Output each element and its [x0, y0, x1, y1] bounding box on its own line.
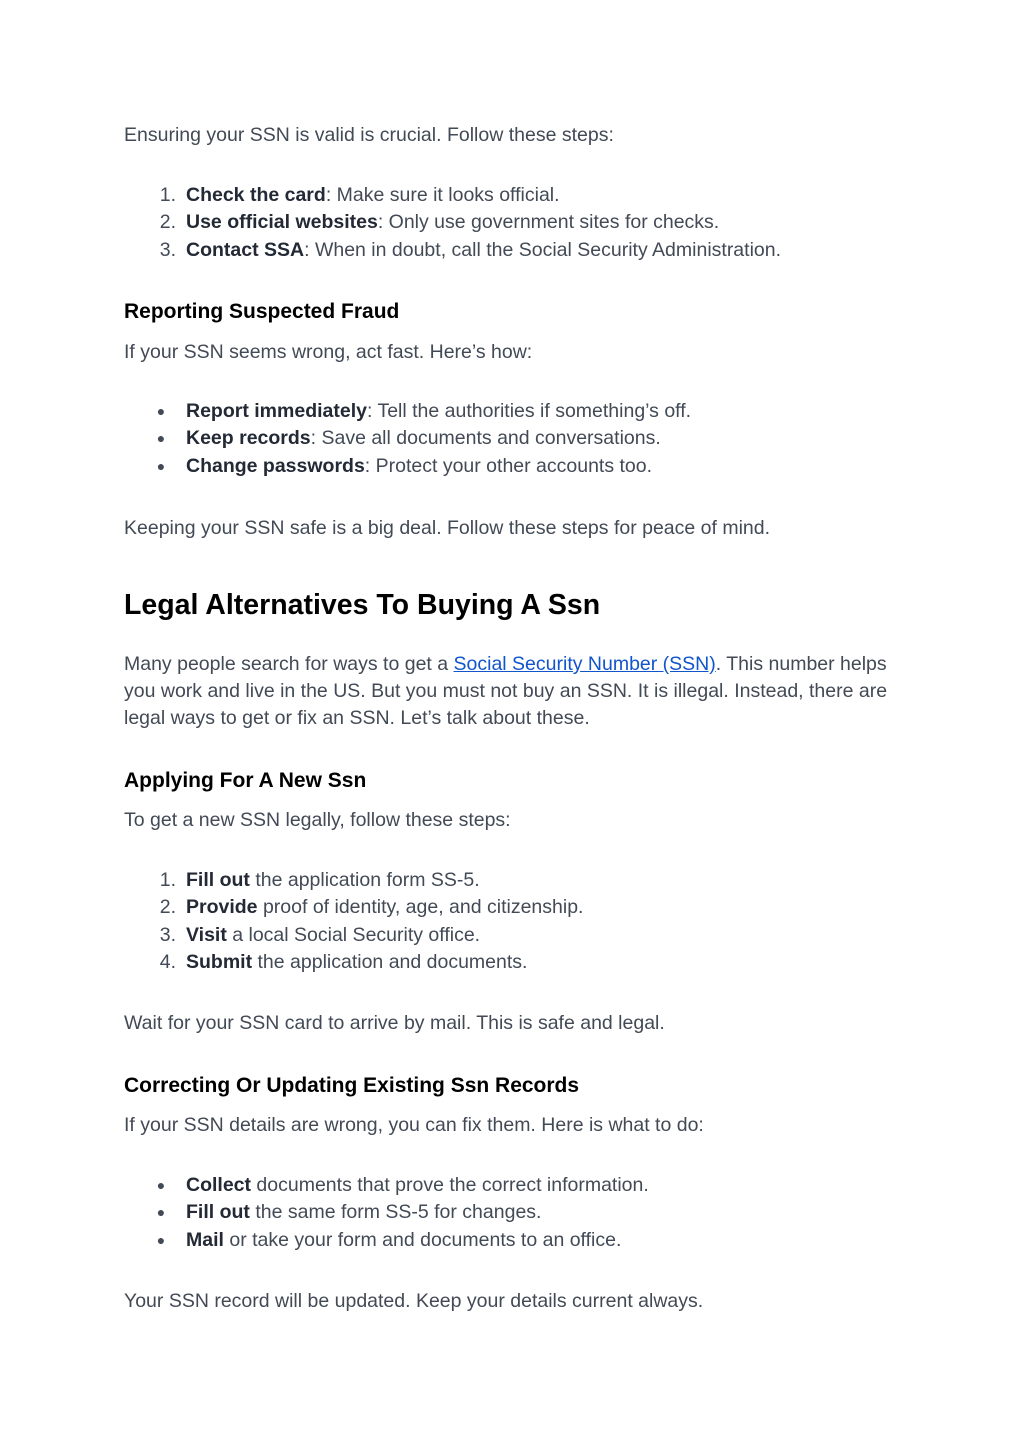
bullet-icon: ● [156, 457, 166, 474]
step-keyword: Check the card [186, 184, 326, 206]
list-item [124, 453, 914, 480]
item-keyword: Change passwords [186, 454, 365, 477]
item-text: or take your form and documents to an office. [223, 1228, 622, 1251]
correct-closing: Your SSN record will be updated. Keep your details current always. [124, 1290, 704, 1312]
list-item [124, 182, 914, 209]
step-keyword: Fill out [186, 869, 250, 891]
correct-heading: Correcting Or Updating Existing Ssn Records [124, 1074, 580, 1097]
item-keyword: Report immediately [186, 400, 367, 422]
list-number: 3. [159, 923, 176, 946]
legal-intro-text-cont: . This number helps you work and live in the US. But you must not buy an SSN. It is illegal. Instead, there are legal ways to get or fix an SSN. Let’s talk about these. [124, 653, 888, 729]
list-number: 1. [159, 184, 176, 206]
legal-alternatives-heading: Legal Alternatives To Buying A Ssn [124, 589, 601, 621]
step-text: : When in doubt, call the Social Security Administration. [304, 238, 782, 261]
list-item [124, 1199, 914, 1226]
list-item [124, 1172, 914, 1199]
legal-intro-text: Many people search for ways to get a [124, 653, 454, 675]
bullet-icon: ● [156, 1204, 166, 1221]
item-keyword: Fill out [186, 1201, 250, 1224]
verify-steps-list [124, 182, 914, 264]
fraud-closing: Keeping your SSN safe is a big deal. Follow these steps for peace of mind. [124, 517, 771, 539]
bullet-icon: ● [156, 430, 166, 447]
list-item [124, 949, 914, 976]
bullet-icon: ● [156, 1231, 166, 1248]
apply-heading: Applying For A New Ssn [124, 769, 367, 792]
step-keyword: Visit [186, 923, 227, 946]
legal-intro-paragraph [124, 651, 914, 732]
item-text: the same form SS-5 for changes. [249, 1201, 542, 1224]
list-item [124, 209, 914, 236]
bullet-icon: ● [156, 403, 166, 419]
fraud-heading: Reporting Suspected Fraud [124, 300, 400, 323]
step-keyword: Submit [186, 950, 253, 973]
list-number: 4. [159, 950, 176, 973]
apply-steps-list [124, 867, 914, 976]
apply-intro: To get a new SSN legally, follow these steps: [124, 809, 511, 831]
item-text: : Save all documents and conversations. [310, 427, 661, 450]
list-item [124, 237, 914, 264]
item-keyword: Collect [186, 1174, 252, 1196]
list-number: 2. [159, 211, 176, 234]
step-text: a local Social Security office. [226, 923, 481, 946]
correct-bullet-list [124, 1172, 914, 1254]
item-keyword: Mail [186, 1228, 224, 1251]
step-keyword: Contact SSA [186, 238, 305, 261]
item-text: documents that prove the correct information. [251, 1174, 649, 1196]
item-text: : Protect your other accounts too. [364, 454, 653, 477]
list-number: 1. [159, 869, 176, 891]
list-item [124, 894, 914, 921]
step-keyword: Provide [186, 896, 258, 919]
fraud-bullet-list [124, 398, 914, 480]
list-item [124, 1227, 914, 1254]
item-text: : Tell the authorities if something’s off. [366, 400, 692, 422]
ssn-link[interactable]: Social Security Number (SSN) [453, 653, 716, 675]
step-text: the application form SS-5. [249, 869, 480, 891]
fraud-intro: If your SSN seems wrong, act fast. Here’s how: [124, 341, 533, 363]
step-keyword: Use official websites [186, 211, 378, 234]
list-item [124, 922, 914, 949]
list-number: 3. [159, 238, 176, 261]
list-item [124, 867, 914, 894]
list-item [124, 398, 914, 425]
list-item [124, 425, 914, 452]
step-text: the application and documents. [252, 950, 528, 973]
verify-intro: Ensuring your SSN is valid is crucial. Follow these steps: [124, 124, 614, 146]
apply-closing: Wait for your SSN card to arrive by mail. This is safe and legal. [124, 1012, 665, 1034]
list-number: 2. [159, 896, 176, 919]
bullet-icon: ● [156, 1177, 166, 1193]
step-text: proof of identity, age, and citizenship. [257, 896, 584, 919]
item-keyword: Keep records [186, 427, 311, 450]
step-text: : Make sure it looks official. [325, 184, 560, 206]
step-text: : Only use government sites for checks. [377, 211, 720, 234]
correct-intro: If your SSN details are wrong, you can fix them. Here is what to do: [124, 1114, 704, 1136]
